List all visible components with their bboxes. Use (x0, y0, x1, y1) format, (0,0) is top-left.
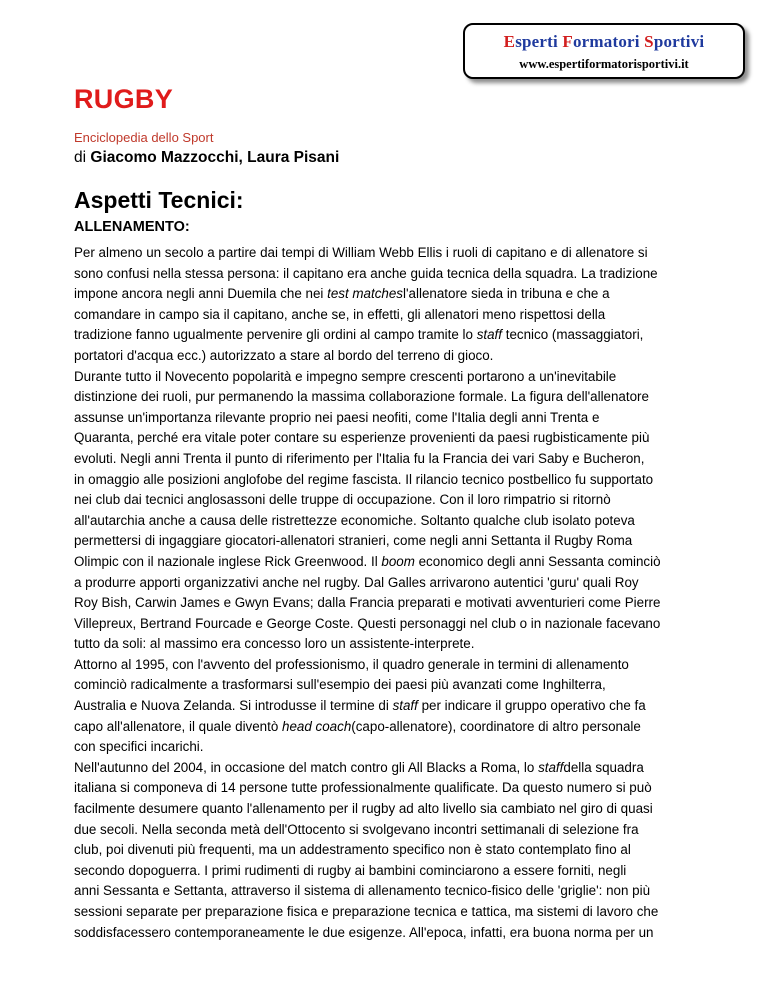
text-segment: italiana si componeva di 14 persone tutte professionalmente qualificate. Da questo numero si può (74, 780, 652, 796)
text-segment: assunse un'importanza rilevante proprio nei paesi neofiti, come l'Italia degli anni Trenta e (74, 409, 600, 425)
text-segment: comandare in campo sia il capitano, anche se, in effetti, gli allenatori meno rispettosi della (74, 306, 606, 322)
text-line (74, 346, 696, 367)
text-line (74, 243, 696, 264)
italic-term: staff (392, 698, 418, 714)
text-segment: anni Sessanta e Settanta, attraverso il sistema di allenamento tecnico-fisico delle 'griglie': non più (74, 883, 651, 899)
italic-term: head coach (282, 718, 352, 734)
text-line (74, 675, 696, 696)
text-line (74, 449, 696, 470)
text-segment: permettersi di ingaggiare giocatori-allenatori stranieri, come negli anni Settanta il Rugby Roma (74, 533, 633, 549)
section-title: Aspetti Tecnici: (74, 187, 244, 213)
text-segment: all'autarchia anche a causa delle ristrettezze economiche. Soltanto qualche club isolato poteva (74, 512, 635, 528)
body-paragraph (74, 243, 696, 943)
authors-names: Giacomo Mazzocchi, Laura Pisani (90, 149, 340, 166)
logo-box (463, 23, 745, 79)
text-segment: Per almeno un secolo a partire dai tempi di William Webb Ellis i ruoli di capitano e di allenatore si (74, 245, 648, 260)
text-line (74, 861, 696, 882)
text-segment: Roy Bish, Carwin James e Gwyn Evans; dalla Francia preparati e motivati avventurieri come Pierre (74, 595, 661, 611)
logo-title-part: ormatori (572, 32, 645, 51)
text-segment: con specifici incarichi. (74, 739, 204, 755)
italic-term: test matches (327, 286, 404, 302)
text-segment: a produrre apporti organizzativi anche nel rugby. Dal Galles arrivarono autentici 'guru' quali Roy (74, 574, 639, 590)
logo-title-cap: S (644, 32, 654, 51)
section-subheading: ALLENAMENTO: (74, 219, 190, 235)
text-segment: club, poi divenuti più frequenti, ma un addestramento specifico non è stato contemplato fino al (74, 842, 631, 858)
text-line (74, 490, 696, 511)
text-segment: tradizione fanno ugualmente pervenire gli ordini al campo tramite lo (74, 327, 477, 343)
logo-title-cap: E (503, 32, 516, 51)
text-segment: portatori d'acqua ecc.) autorizzato a stare al bordo del terreno di gioco. (74, 347, 494, 363)
text-line (74, 614, 696, 635)
text-line (74, 552, 696, 573)
text-line (74, 778, 696, 799)
text-segment: Durante tutto il Novecento popolarità e impegno sempre crescenti portarono a un'inevitabile (74, 368, 617, 384)
text-line (74, 840, 696, 861)
text-segment: della squadra (563, 759, 644, 775)
text-segment: sono confusi nella stessa persona: il capitano era anche guida tecnica della squadra. La tradizione (74, 265, 658, 281)
logo-title-part: sperti (515, 32, 563, 51)
text-segment: sessioni separate per preparazione fisica e preparazione tecnica e tattica, ma sistemi di lavoro che (74, 904, 659, 919)
text-line (74, 573, 696, 594)
text-segment: soddisfacessero contemporaneamente le due esigenze. All'epoca, infatti, era buona norma per un (74, 924, 654, 940)
logo-title-cap: F (562, 32, 573, 51)
text-segment: in omaggio alle posizioni anglofobe del regime fascista. Il rilancio tecnico postbellico fu supportato (74, 471, 654, 487)
italic-term: boom (381, 553, 415, 569)
text-line (74, 593, 696, 614)
text-line (74, 511, 696, 532)
text-line (74, 531, 696, 552)
text-segment: cominciò radicalmente a trasformarsi sull'esempio dei paesi più avanzati come Inghilterra, (74, 677, 606, 693)
text-line (74, 408, 696, 429)
text-segment: Olimpic con il nazionale inglese Rick Greenwood. Il (74, 553, 382, 569)
text-line (74, 470, 696, 491)
italic-term: staff (538, 759, 564, 775)
text-segment: tutto da soli: al massimo era concesso loro un assistente-interprete. (74, 636, 475, 652)
text-line (74, 264, 696, 285)
text-segment: Nell'autunno del 2004, in occasione del match contro gli All Blacks a Roma, lo (74, 759, 539, 775)
text-segment: tecnico (massaggiatori, (502, 327, 644, 343)
text-line (74, 655, 696, 676)
text-line (74, 634, 696, 655)
text-line (74, 717, 696, 738)
text-segment: distinzione dei ruoli, pur permanendo la massima collaborazione formale. La figura dell'allenatore (74, 389, 649, 405)
logo-url: www.espertiformatorisportivi.it (519, 57, 689, 71)
document-authors (74, 149, 339, 167)
logo-title-part: portivi (653, 32, 705, 51)
text-line (74, 737, 696, 758)
text-line (74, 428, 696, 449)
text-line (74, 696, 696, 717)
text-segment: impone ancora negli anni Duemila che nei (74, 286, 328, 302)
text-line (74, 923, 696, 944)
logo-title (465, 32, 743, 52)
text-line (74, 387, 696, 408)
text-segment: facilmente desumere quanto l'allenamento per il rugby ad alto livello sia cambiato nel giro di quasi (74, 801, 653, 817)
document-title: RUGBY (74, 84, 174, 114)
text-segment: due secoli. Nella seconda metà dell'Ottocento si svolgevano incontri settimanali di selezione fra (74, 821, 639, 837)
text-segment: Villepreux, Bertrand Fourcade e George Coste. Questi personaggi nel club o in nazionale facevano (74, 615, 661, 631)
text-segment: economico degli anni Sessanta cominciò (414, 553, 661, 569)
text-line (74, 305, 696, 326)
text-line (74, 902, 696, 923)
authors-prefix: di (74, 149, 87, 166)
text-segment: Attorno al 1995, con l'avvento del professionismo, il quadro generale in termini di allenamento (74, 656, 629, 672)
text-line (74, 799, 696, 820)
text-segment: (capo-allenatore), coordinatore di altro personale (351, 718, 641, 734)
italic-term: staff (476, 327, 502, 343)
text-segment: l'allenatore sieda in tribuna e che a (403, 286, 610, 302)
text-segment: per indicare il gruppo operativo che fa (417, 698, 646, 714)
text-segment: Quaranta, perché era vitale poter contare su esperienze provenienti da paesi rugbisticamente più (74, 430, 650, 446)
text-segment: capo all'allenatore, il quale diventò (74, 718, 283, 734)
text-line (74, 758, 696, 779)
text-line (74, 367, 696, 388)
text-segment: nei club dai tecnici anglosassoni delle truppe di occupazione. Con il loro rimpatrio si ritornò (74, 492, 611, 508)
text-line (74, 284, 696, 305)
text-line (74, 881, 696, 902)
text-line (74, 325, 696, 346)
text-line (74, 820, 696, 841)
text-segment: evoluti. Negli anni Trenta il punto di riferimento per l'Italia fu la Francia dei vari Saby e Bucheron, (74, 450, 645, 466)
text-segment: Australia e Nuova Zelanda. Si introdusse il termine di (74, 698, 393, 714)
text-segment: secondo dopoguerra. I primi rudimenti di rugby ai bambini cominciarono a essere forniti, negli (74, 862, 627, 878)
document-subtitle: Enciclopedia dello Sport (74, 130, 214, 145)
